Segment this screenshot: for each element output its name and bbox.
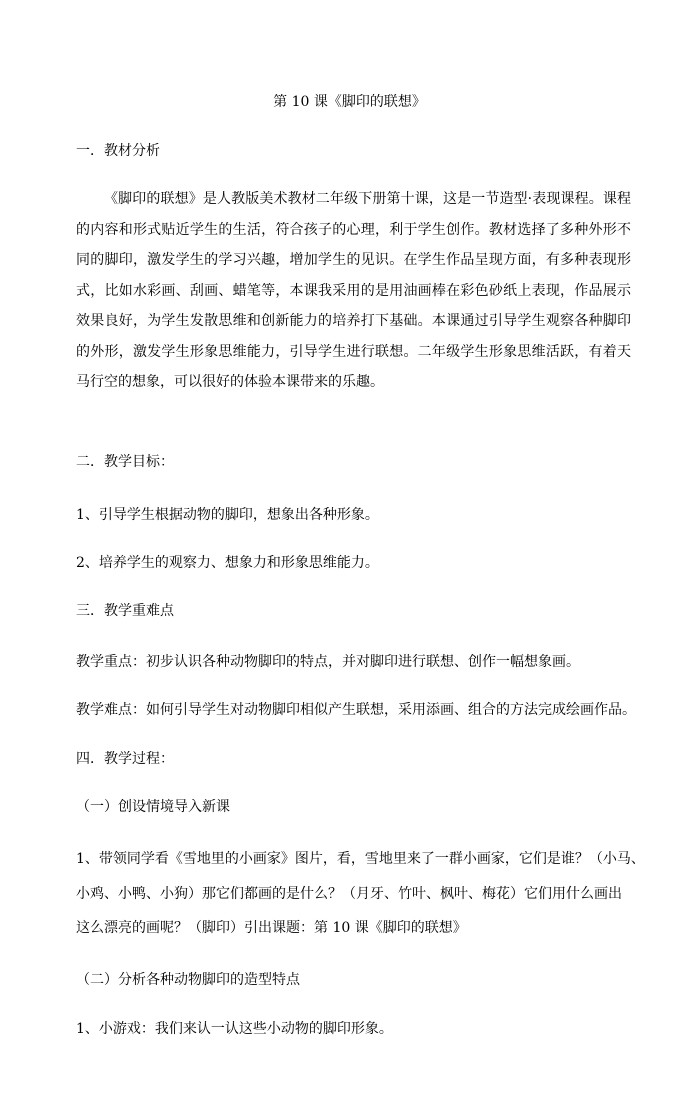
paragraph-teaching-material-analysis: 《脚印的联想》是人教版美术教材二年级下册第十课，这是一节造型·表现课程。课程的内容和形式贴近学生的生活，符合孩子的心理，利于学生创作。教材选择了多种外形不同的脚印，激发学生的学习兴趣，增加学生的见识。在学生作品呈现方面，有多种表现形式，比如水彩画、刮画、蜡笔等，本课我采用的是用油画棒在彩色砂纸上表现，作品展示效果良好，为学生发散思维和创新能力的培养打下基础。本课通过引导学生观察各种脚印的外形，激发学生形象思维能力，引导学生进行联想。二年级学生形象思维活跃，有着天马行空的想象，可以很好的体验本课带来的乐趣。 xyxy=(76,191,631,390)
section-heading-teaching-process: 四．教学过程： xyxy=(76,751,174,767)
objective-item-2: 2、培养学生的观察力、想象力和形象思维能力。 xyxy=(76,555,379,571)
document-title: 第 10 课《脚印的联想》 xyxy=(273,94,426,110)
section-heading-teaching-objectives: 二．教学目标： xyxy=(76,454,174,470)
teaching-difficulty: 教学难点：如何引导学生对动物脚印相似产生联想，采用添画、组合的方法完成绘画作品。 xyxy=(76,702,636,718)
teaching-key-point: 教学重点：初步认识各种动物脚印的特点，并对脚印进行联想、创作一幅想象画。 xyxy=(76,654,580,670)
introduction-line-3: 这么漂亮的画呢？（脚印）引出课题：第 10 课《脚印的联想》 xyxy=(76,920,467,936)
introduction-line-2: 小鸡、小鸭、小狗）那它们都画的是什么？（月牙、竹叶、枫叶、梅花）它们用什么画出 xyxy=(76,886,622,902)
footprint-analysis-item-1: 1、小游戏：我们来认一认这些小动物的脚印形象。 xyxy=(76,1021,393,1037)
introduction-line-1: 1、带领同学看《雪地里的小画家》图片，看，雪地里来了一群小画家，它们是谁？（小马、 xyxy=(76,851,645,867)
section-heading-teaching-material-analysis: 一．教材分析 xyxy=(76,143,160,159)
objective-item-1: 1、引导学生根据动物的脚印，想象出各种形象。 xyxy=(76,507,379,523)
subsection-heading-introduction: （一）创设情境导入新课 xyxy=(76,799,230,815)
section-heading-key-and-difficult-points: 三．教学重难点 xyxy=(76,603,174,619)
subsection-heading-footprint-analysis: （二）分析各种动物脚印的造型特点 xyxy=(76,972,300,988)
